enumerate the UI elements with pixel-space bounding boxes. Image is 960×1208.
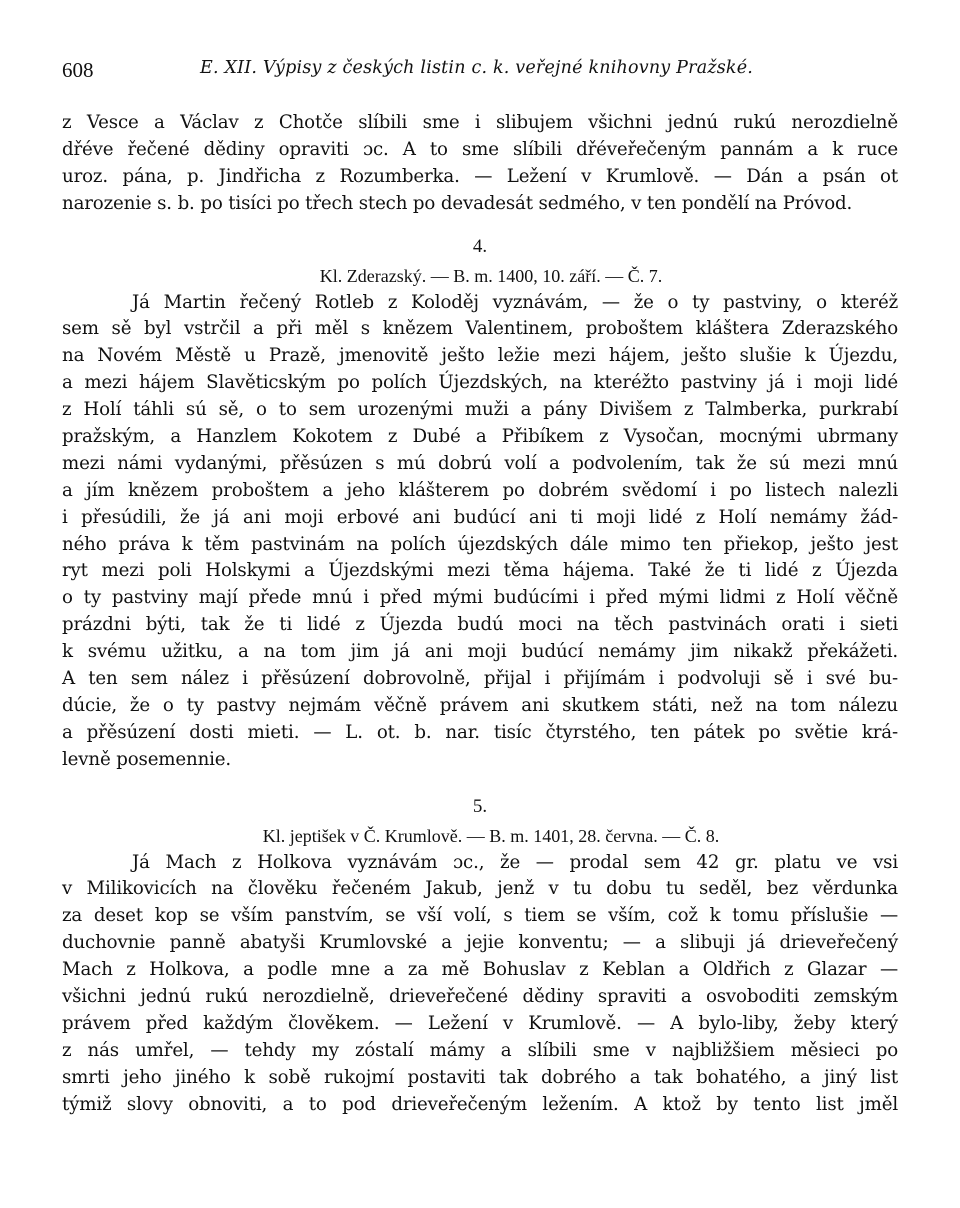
text-line: prázdni býti, tak že ti lidé z Újezda budú moci na těch pastvinách orati i sieti <box>62 614 898 636</box>
text-line: Já Mach z Holkova vyznávám ɔc., že — prodal sem 42 gr. platu ve vsi <box>132 851 898 873</box>
text-line: Mach z Holkova, a podle mne a za mě Bohuslav z Keblan a Oldřich z Glazar — <box>62 959 898 981</box>
text-line: z Vesce a Václav z Chotče slíbili sme i slibujem všichni jednú rukú nerozdielně <box>62 112 898 133</box>
running-header <box>62 58 898 88</box>
text-line: A ten sem nález i přěsúzení dobrovolně, přijal i přijímám i podvoluji sě i své bu- <box>62 668 898 690</box>
text-line: sem sě byl vstrčil a při měl s knězem Valentinem, proboštem kláštera Zderazského <box>62 318 898 340</box>
text-line: z nás umřel, — tehdy my zóstalí mámy a slíbili sme v najbližšiem měsieci po <box>62 1039 898 1061</box>
document-number: 5. <box>472 795 488 817</box>
text-line: ryt mezi poli Holskymi a Újezdskými mezi těma hájema. Také že ti lidé z Újezda <box>62 560 898 582</box>
text-line: dřéve řečené dědiny opraviti ɔc. A to sme slíbili dřéveřečeným pannám a k ruce <box>62 138 898 160</box>
text-line: na Novém Městě u Prazě, jmenovitě ješto ležie mezi hájem, ješto slušie k Újezdu, <box>62 345 898 367</box>
document-4-text <box>62 290 898 774</box>
text-line: duchovnie panně abatyši Krumlovské a jejie konventu; — a slibuji já drieveřečený <box>62 932 898 954</box>
text-line: dúcie, že o ty pastvy nejmám věčně právem ani skutkem státi, než na tom nálezu <box>62 694 898 716</box>
text-line: v Milikovicích na člověku řečeném Jakub, jenž v tu dobu tu seděl, bez věrdunka <box>62 878 898 900</box>
text-line: mezi námi vydanými, přěsúzen s mú dobrú volí a podvolením, tak že sú mezi mnú <box>62 452 898 474</box>
text-line: a mezi hájem Slavěticským po polích Újezdských, na kteréžto pastviny já i moji lidé <box>62 372 898 394</box>
text-line: levně posemennie. <box>62 748 232 770</box>
running-title: E. XII. Výpisy z českých listin c. k. veřejné knihovny Pražské. <box>200 58 754 78</box>
document-page <box>62 58 898 1119</box>
document-heading: Kl. jeptišek v Č. Krumlově. — B. m. 1401, 28. června. — Č. 8. <box>262 825 720 846</box>
text-line: i přesúdili, že já ani moji erbové ani budúcí ani ti moji lidé z Holí nemámy žád- <box>62 506 898 528</box>
text-line: smrti jeho jiného k sobě rukojmí postaviti tak dobrého a tak bohatého, a jiný list <box>62 1066 898 1088</box>
text-line: pražským, a Hanzlem Kokotem z Dubé a Přibíkem z Vysočan, mocnými ubrmany <box>62 426 898 448</box>
text-line: narozenie s. b. po tisíci po třech stech po devadesát sedmého, v ten pondělí na Próvod. <box>62 192 853 214</box>
page-number: 608 <box>62 58 94 82</box>
text-line: a přěsúzení dosti mieti. — L. ot. b. nar. tisíc čtyrstého, ten pátek po světie krá- <box>62 721 898 743</box>
text-line: týmiž slovy obnoviti, a to pod drieveřečeným ležením. A ktož by tento list jměl <box>62 1093 898 1115</box>
text-line: o ty pastviny mají přede mnú i před mými budúcími i před mými lidmi z Holí věčně <box>62 587 898 609</box>
text-line: uroz. pána, p. Jindřicha z Rozumberka. — Ležení v Krumlově. — Dán a psán ot <box>62 165 898 187</box>
document-5-text <box>62 850 898 1119</box>
text-line: k svému užitku, a na tom jim já ani moji budúcí nemámy jim nikakž překážeti. <box>62 641 898 663</box>
continuation-paragraph <box>62 110 898 218</box>
text-line: ného práva k těm pastvinám na polích újezdských dále mimo ten přiekop, ješto jest <box>62 533 898 555</box>
document-heading: Kl. Zderazský. — B. m. 1400, 10. září. — Č. 7. <box>319 265 663 286</box>
text-line: právem před každým člověkem. — Ležení v Krumlově. — A bylo-liby, žeby který <box>62 1012 898 1034</box>
text-line: z Holí táhli sú sě, o to sem urozenými muži a pány Divišem z Talmberka, purkrabí <box>62 399 898 421</box>
document-number: 4. <box>472 235 488 257</box>
text-line: a jím knězem proboštem a jeho klášterem po dobrém svědomí i po listech nalezli <box>62 479 898 501</box>
text-line: všichni jednú rukú nerozdielně, drieveřečené dědiny spraviti a osvoboditi zemským <box>62 986 898 1008</box>
text-line: Já Martin řečený Rotleb z Koloděj vyznávám, — že o ty pastviny, o kteréž <box>132 291 898 313</box>
text-line: za deset kop se vším panstvím, se vší volí, s tiem se vším, což k tomu příslušie — <box>62 905 898 927</box>
